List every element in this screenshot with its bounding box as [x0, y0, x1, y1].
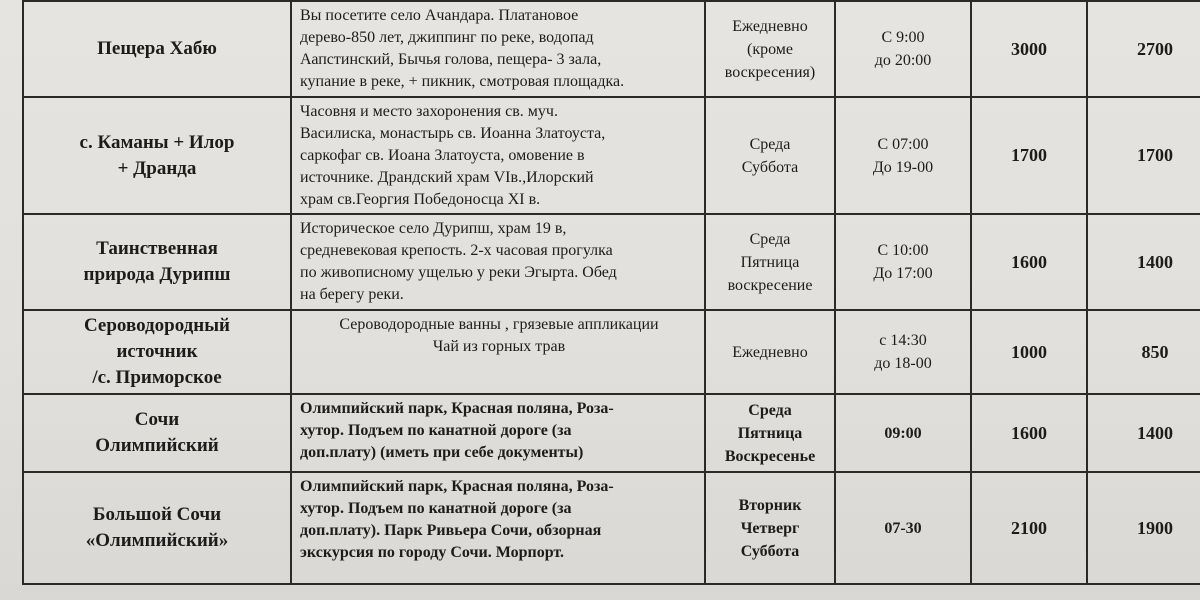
- excursion-days: [705, 394, 835, 472]
- excursion-days-line: Вторник: [738, 496, 802, 514]
- excursion-days: [705, 214, 835, 310]
- excursion-days-line: (кроме: [746, 40, 794, 58]
- excursion-description-line: источнике. Драндский храм VIв.,Илорский: [300, 169, 594, 186]
- price-adult: 2100: [971, 472, 1087, 584]
- excursion-days: [705, 310, 835, 394]
- table-row: [23, 394, 1200, 472]
- excursion-name: [23, 394, 291, 472]
- table-row: [23, 214, 1200, 310]
- excursion-description-line: Часовня и место захоронения св. муч.: [300, 103, 558, 120]
- excursion-time: [835, 394, 971, 472]
- price-adult: 1600: [971, 394, 1087, 472]
- excursion-days: [705, 472, 835, 584]
- excursion-days-line: Четверг: [740, 519, 800, 537]
- price-adult: 3000: [971, 1, 1087, 97]
- excursion-days-line: Среда: [748, 401, 792, 419]
- excursion-name-line: + Дранда: [117, 157, 197, 179]
- excursion-days-line: Среда: [749, 135, 791, 153]
- excursion-days-line: Суббота: [740, 542, 800, 560]
- excursion-description: [291, 1, 705, 97]
- excursion-description-line: на берегу реки.: [300, 286, 404, 303]
- excursion-name-line: природа Дурипш: [83, 264, 231, 285]
- excursion-days-line: Пятница: [737, 424, 803, 442]
- excursion-days-line: Пятница: [740, 253, 800, 271]
- excursion-description-line: храм св.Георгия Победоносца XI в.: [300, 191, 541, 208]
- excursion-time-line: до 20:00: [874, 52, 932, 69]
- excursion-description-line: Олимпийский парк, Красная поляна, Роза-: [300, 400, 614, 417]
- excursion-description-line: Чай из горных трав: [432, 338, 566, 355]
- excursion-time-line: До 17:00: [873, 265, 933, 282]
- excursion-name-line: Сероводородный: [83, 315, 231, 336]
- price-adult: 1600: [971, 214, 1087, 310]
- price-child: 1900: [1087, 472, 1200, 584]
- excursion-name-line: Большой Сочи: [92, 504, 222, 525]
- excursion-time-line: 07-30: [884, 519, 922, 537]
- excursion-description-line: по живописному ущелью у реки Эгырта. Обед: [300, 264, 617, 281]
- excursion-name-line: источник: [116, 341, 198, 362]
- excursion-name: [23, 1, 291, 97]
- excursion-description-line: доп.плату) (иметь при себе документы): [300, 444, 584, 461]
- excursion-days-line: Суббота: [741, 158, 799, 176]
- excursion-description: [291, 310, 705, 394]
- excursion-days-line: воскресение: [727, 276, 813, 294]
- excursion-description-line: дерево-850 лет, джиппинг по реке, водопад: [300, 29, 594, 46]
- excursion-time: [835, 310, 971, 394]
- price-adult: 1000: [971, 310, 1087, 394]
- price-child: 850: [1087, 310, 1200, 394]
- excursion-name: [23, 472, 291, 584]
- excursion-description-line: средневековая крепость. 2-х часовая прогулка: [300, 242, 613, 259]
- excursion-name: [23, 310, 291, 394]
- excursion-description-line: купание в реке, + пикник, смотровая площадка.: [300, 73, 625, 90]
- excursion-description-line: Сероводородные ванны , грязевые аппликации: [339, 316, 659, 333]
- excursion-time-line: с 14:30: [879, 332, 927, 349]
- excursion-description: [291, 214, 705, 310]
- excursion-days-line: Ежедневно: [732, 17, 808, 35]
- excursion-name-line: Олимпийский: [95, 435, 219, 456]
- excursion-description: [291, 97, 705, 214]
- excursion-time-line: До 19-00: [872, 158, 934, 176]
- excursion-days-line: Ежедневно: [732, 343, 808, 361]
- excursion-name: [23, 97, 291, 214]
- excursion-time-line: 09:00: [884, 424, 922, 442]
- table-row: [23, 97, 1200, 214]
- excursion-days: [705, 97, 835, 214]
- excursion-description-line: доп.плату). Парк Ривьера Сочи, обзорная: [300, 522, 602, 539]
- table-row: [23, 310, 1200, 394]
- table-body: [23, 1, 1200, 584]
- excursion-description: [291, 394, 705, 472]
- excursion-description-line: саркофаг св. Иоана Златоуста, омовение в: [300, 147, 585, 164]
- excursion-time-line: С 10:00: [877, 242, 929, 259]
- excursion-name-line: с. Каманы + Илор: [79, 131, 235, 153]
- excursion-description-line: экскурсия по городу Сочи. Морпорт.: [300, 544, 565, 561]
- excursion-description-line: Историческое село Дурипш, храм 19 в,: [300, 220, 567, 237]
- excursion-name-line: /с. Приморское: [92, 367, 222, 388]
- table-row: [23, 472, 1200, 584]
- price-child: 1700: [1087, 97, 1200, 214]
- excursion-description-line: Олимпийский парк, Красная поляна, Роза-: [300, 478, 614, 495]
- excursion-time-line: до 18-00: [874, 355, 932, 372]
- excursion-name-line: Сочи: [134, 409, 180, 430]
- excursion-days-line: воскресения): [724, 63, 816, 81]
- excursion-description: [291, 472, 705, 584]
- excursion-description-line: Вы посетите село Ачандара. Платановое: [300, 7, 579, 24]
- excursion-table: [22, 0, 1200, 585]
- excursion-time: [835, 214, 971, 310]
- excursion-description-line: хутор. Подъем по канатной дороге (за: [300, 500, 572, 517]
- excursion-description-line: Василиска, монастырь св. Иоанна Златоуста,: [300, 125, 606, 142]
- excursion-days-line: Среда: [749, 230, 791, 248]
- price-child: 2700: [1087, 1, 1200, 97]
- price-child: 1400: [1087, 214, 1200, 310]
- excursion-description-line: хутор. Подъем по канатной дороге (за: [300, 422, 572, 439]
- excursion-time: [835, 472, 971, 584]
- excursion-time-line: С 9:00: [881, 29, 925, 46]
- excursion-name-line: Пещера Хабю: [97, 38, 217, 59]
- excursion-name: [23, 214, 291, 310]
- excursion-days-line: Воскресенье: [724, 447, 816, 465]
- excursion-time: [835, 1, 971, 97]
- excursion-name-line: «Олимпийский»: [85, 530, 229, 551]
- price-child: 1400: [1087, 394, 1200, 472]
- excursion-time: [835, 97, 971, 214]
- price-adult: 1700: [971, 97, 1087, 214]
- excursion-description-line: Аапстинский, Бычья голова, пещера- 3 зала,: [300, 51, 602, 68]
- excursion-name-line: Таинственная: [96, 238, 218, 259]
- excursion-time-line: С 07:00: [877, 135, 929, 153]
- table-row: [23, 1, 1200, 97]
- excursion-days: [705, 1, 835, 97]
